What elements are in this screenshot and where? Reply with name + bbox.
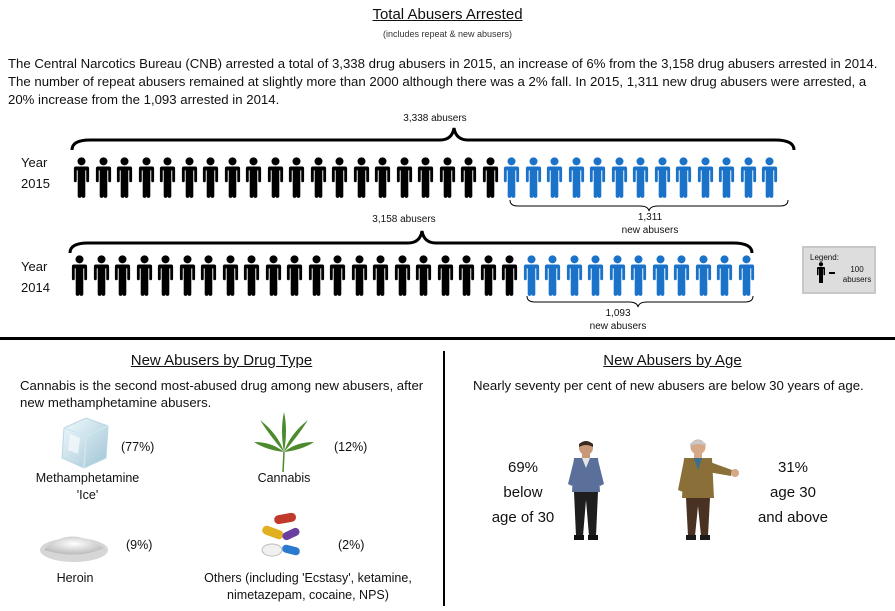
repeat-abuser-icon: [480, 156, 502, 198]
repeat-abuser-icon: [91, 254, 113, 296]
label-heroin: Heroin: [56, 571, 94, 585]
repeat-abuser-icon: [349, 254, 371, 296]
new-abuser-icon: [585, 254, 607, 296]
repeat-abuser-icon: [157, 156, 179, 198]
repeat-abuser-icon: [220, 254, 242, 296]
new-abuser-icon: [521, 254, 543, 296]
repeat-abuser-icon: [415, 156, 437, 198]
cannabis-leaf-icon: [252, 410, 316, 474]
year-label-2014: Year 2014: [21, 259, 50, 295]
new-abuser-icon: [736, 254, 758, 296]
legend-box: [802, 246, 876, 294]
repeat-abuser-icon: [308, 156, 330, 198]
repeat-abuser-icon: [327, 254, 349, 296]
new-abuser-icon: [501, 156, 523, 198]
repeat-abuser-icon: [499, 254, 521, 296]
repeat-abuser-icon: [93, 156, 115, 198]
new-abuser-icon: [673, 156, 695, 198]
brace-new-2015: [508, 198, 793, 212]
repeat-abuser-icon: [435, 254, 457, 296]
repeat-abuser-icon: [241, 254, 263, 296]
repeat-abuser-icon: [351, 156, 373, 198]
repeat-abuser-icon: [155, 254, 177, 296]
repeat-abuser-icon: [112, 254, 134, 296]
new-abuser-icon: [607, 254, 629, 296]
repeat-abuser-icon: [134, 254, 156, 296]
pct-heroin: (9%): [126, 538, 153, 552]
new-abuser-icon: [693, 254, 715, 296]
new-label-2014: 1,093 new abusers: [589, 308, 647, 332]
new-abuser-icon: [544, 156, 566, 198]
repeat-abuser-icon: [394, 156, 416, 198]
pills-icon: [258, 512, 304, 564]
repeat-abuser-icon: [437, 156, 459, 198]
repeat-abuser-icon: [243, 156, 265, 198]
older-man-icon: [676, 436, 742, 542]
repeat-abuser-icon: [114, 156, 136, 198]
drug-section-title: New Abusers by Drug Type: [130, 352, 313, 369]
repeat-abuser-icon: [306, 254, 328, 296]
pct-others: (2%): [338, 538, 365, 552]
year-label-2015: Year 2015: [21, 155, 50, 191]
legend-value: 100 abusers: [842, 265, 872, 284]
section-divider-horizontal: [0, 337, 895, 340]
repeat-abuser-icon: [413, 254, 435, 296]
repeat-abuser-icon: [177, 254, 199, 296]
repeat-abuser-icon: [136, 156, 158, 198]
section-divider-vertical: [443, 351, 445, 606]
new-abuser-icon: [564, 254, 586, 296]
label-ice: Methamphetamine 'Ice': [35, 471, 140, 502]
new-abuser-icon: [609, 156, 631, 198]
repeat-abuser-icon: [200, 156, 222, 198]
repeat-abuser-icon: [179, 156, 201, 198]
legend-person-icon: [816, 262, 826, 284]
new-abuser-icon: [738, 156, 760, 198]
page-subtitle: (includes repeat & new abusers): [382, 29, 513, 39]
drug-section-text: Cannabis is the second most-abused drug among new abusers, after new methamphetamine abusers.: [20, 378, 424, 410]
legend-dash: [829, 272, 835, 274]
new-abuser-icon: [714, 254, 736, 296]
new-abuser-icon: [566, 156, 588, 198]
new-abuser-icon: [523, 156, 545, 198]
repeat-abuser-icon: [329, 156, 351, 198]
new-abuser-icon: [630, 156, 652, 198]
repeat-abuser-icon: [222, 156, 244, 198]
pct-cannabis: (12%): [334, 440, 368, 454]
repeat-abuser-icon: [198, 254, 220, 296]
people-row-2014: [69, 254, 757, 296]
new-abuser-icon: [671, 254, 693, 296]
repeat-abuser-icon: [370, 254, 392, 296]
heroin-powder-icon: [38, 520, 110, 566]
young-man-icon: [564, 438, 608, 542]
age-section-text: Nearly seventy per cent of new abusers are below 30 years of age.: [473, 378, 864, 393]
ice-cube-icon: [58, 414, 112, 470]
brace-total-2015: [70, 124, 800, 154]
repeat-abuser-icon: [372, 156, 394, 198]
repeat-abuser-icon: [456, 254, 478, 296]
new-abuser-icon: [759, 156, 781, 198]
total-label-2015: 3,338 abusers: [403, 113, 467, 124]
repeat-abuser-icon: [69, 254, 91, 296]
total-label-2014: 3,158 abusers: [372, 214, 436, 225]
new-abuser-icon: [628, 254, 650, 296]
repeat-abuser-icon: [392, 254, 414, 296]
brace-new-2014: [525, 294, 757, 308]
age-section-title: New Abusers by Age: [603, 352, 742, 369]
new-abuser-icon: [652, 156, 674, 198]
new-abuser-icon: [650, 254, 672, 296]
pct-ice: (77%): [121, 440, 155, 454]
intro-paragraph: The Central Narcotics Bureau (CNB) arrested a total of 3,338 drug abusers in 2015, an increase of 6% from the 3,158 drug abusers arrested in 2014. The number of repeat abusers remained at slightly more than 2000 although there was a 2% fall. In 2015, 1,311 new drug abusers were arrested, a 20% increase from the 1,093 arrested in 2014.: [8, 56, 878, 107]
repeat-abuser-icon: [284, 254, 306, 296]
repeat-abuser-icon: [71, 156, 93, 198]
brace-total-2014: [68, 227, 758, 257]
people-row-2015: [71, 156, 781, 198]
repeat-abuser-icon: [265, 156, 287, 198]
new-abuser-icon: [716, 156, 738, 198]
new-label-2015: 1,311 new abusers: [621, 212, 679, 236]
new-abuser-icon: [542, 254, 564, 296]
new-abuser-icon: [587, 156, 609, 198]
repeat-abuser-icon: [263, 254, 285, 296]
age-young-text: 69% below age of 30: [491, 459, 555, 526]
repeat-abuser-icon: [458, 156, 480, 198]
new-abuser-icon: [695, 156, 717, 198]
label-others: Others (including 'Ecstasy', ketamine, nimetazepam, cocaine, NPS): [204, 571, 412, 602]
page-title: Total Abusers Arrested: [372, 6, 523, 23]
repeat-abuser-icon: [286, 156, 308, 198]
legend-title: Legend:: [810, 253, 839, 262]
repeat-abuser-icon: [478, 254, 500, 296]
age-old-text: 31% age 30 and above: [757, 459, 829, 526]
label-cannabis: Cannabis: [257, 471, 311, 485]
